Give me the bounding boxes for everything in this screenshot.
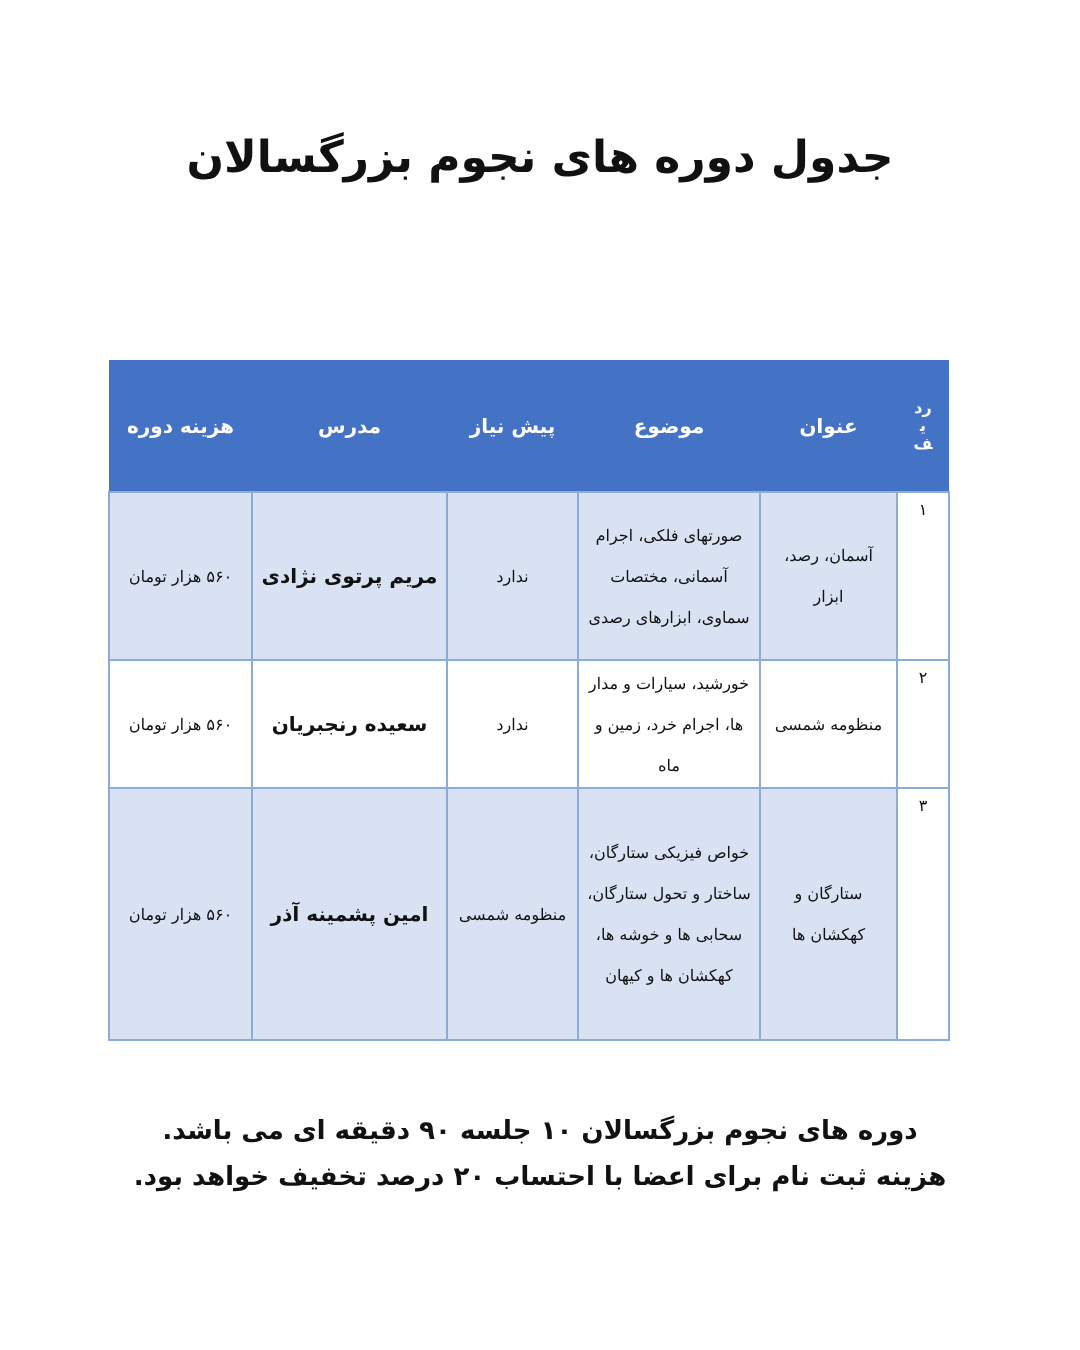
cell-topic: صورتهای فلکی، اجرام آسمانی، مختصات سماوی، ابزارهای رصدی [578,492,760,660]
cell-teacher: سعیده رنجبریان [252,660,447,788]
cell-cost: ۵۶۰ هزار تومان [109,788,252,1040]
footer-line-2: هزینه ثبت نام برای اعضا با احتساب ۲۰ درصد تخفیف خواهد بود. [133,1162,947,1192]
cell-cost: ۵۶۰ هزار تومان [109,660,252,788]
header-cost: هزینه دوره [109,361,252,493]
courses-table-container [108,360,948,1028]
cell-title: منظومه شمسی [760,660,897,788]
cell-prerequisite: ندارد [447,492,578,660]
cell-topic: خواص فیزیکی ستارگان، ساختار و تحول ستارگان، سحابی ها و خوشه ها، کهکشان ها و کیهان [578,788,760,1040]
courses-table [108,360,950,1041]
footer-note [0,1108,1080,1200]
cell-title: آسمان، رصد، ابزار [760,492,897,660]
table-row [109,492,949,660]
page-title: جدول دوره های نجوم بزرگسالان [186,132,894,183]
cell-teacher: امین پشمینه آذر [252,788,447,1040]
header-title: عنوان [760,361,897,493]
header-num: ردیف [897,361,949,493]
cell-num: ۳ [897,788,949,1040]
cell-title: ستارگان و کهکشان ها [760,788,897,1040]
cell-prerequisite: ندارد [447,660,578,788]
cell-num: ۱ [897,492,949,660]
footer-line-1: دوره های نجوم بزرگسالان ۱۰ جلسه ۹۰ دقیقه ای می باشد. [162,1116,918,1146]
header-prerequisite: پیش نیاز [447,361,578,493]
cell-num: ۲ [897,660,949,788]
cell-prerequisite: منظومه شمسی [447,788,578,1040]
table-header-row [109,361,949,493]
cell-cost: ۵۶۰ هزار تومان [109,492,252,660]
header-topic: موضوع [578,361,760,493]
cell-topic: خورشید، سیارات و مدار ها، اجرام خرد، زمین و ماه [578,660,760,788]
table-row [109,788,949,1040]
header-teacher: مدرس [252,361,447,493]
cell-teacher: مریم پرتوی نژادی [252,492,447,660]
table-row [109,660,949,788]
